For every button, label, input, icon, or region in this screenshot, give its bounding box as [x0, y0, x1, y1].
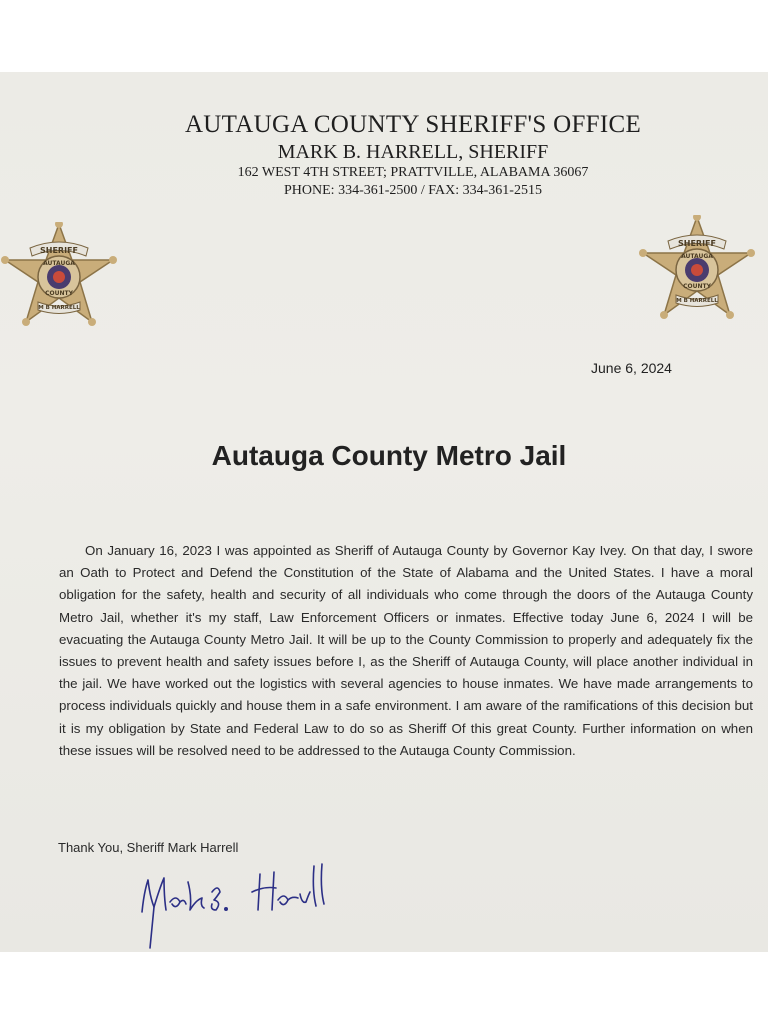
badge-banner-text: M B HARRELL [676, 298, 718, 304]
letter-date: June 6, 2024 [591, 360, 672, 376]
sheriff-badge-left-icon [0, 222, 118, 332]
badge-ring-top: AUTAUGA [681, 253, 713, 260]
letter-title: Autauga County Metro Jail [211, 440, 567, 471]
sheriff-name: MARK B. HARRELL, SHERIFF [277, 141, 549, 163]
letterhead [0, 110, 768, 200]
letter-closing: Thank You, Sheriff Mark Harrell [58, 840, 239, 855]
badge-sheriff-text: SHERIFF [678, 239, 716, 248]
letter-page [0, 72, 768, 952]
badge-ring-bottom: COUNTY [45, 290, 73, 297]
badge-ring-bottom: COUNTY [683, 283, 711, 290]
office-address: 162 WEST 4TH STREET; PRATTVILLE, ALABAMA 36067 [237, 165, 589, 180]
office-phone: PHONE: 334-361-2500 / FAX: 334-361-2515 [284, 183, 542, 198]
badge-ring-top: AUTAUGA [43, 260, 75, 267]
signature-image [130, 852, 340, 952]
sheriff-badge-right-icon [638, 215, 756, 325]
office-name: AUTAUGA COUNTY SHERIFF'S OFFICE [184, 111, 642, 138]
letter-body: On January 16, 2023 I was appointed as Sheriff of Autauga County by Governor Kay Ivey. On that day, I swore an Oath to Protect and Defend the Constitution of the State of Alabama and the United States. I have a moral obligation for the safety, health and security of all individuals who come through the doors of the Autauga County Metro Jail, whether it's my staff, Law Enforcement Officers or inmates. Effective today June 6, 2024 I will be evacuating the Autauga County Metro Jail. It will be up to the County Commission to properly and adequately fix the issues to prevent health and safety issues before I, as the Sheriff of Autauga County, will place another individual in the jail. We have worked out the logistics with several agencies to house inmates. We have made arrangements to process individuals quickly and house them in a safe environment. I am aware of the ramifications of this decision but it is my obligation by State and Federal Law to do so as Sheriff Of this great County. Further information on when these issues will be resolved need to be addressed to the Autauga County Commission. [59, 543, 753, 758]
badge-sheriff-text: SHERIFF [40, 246, 78, 255]
badge-banner-text: M B HARRELL [38, 305, 80, 311]
